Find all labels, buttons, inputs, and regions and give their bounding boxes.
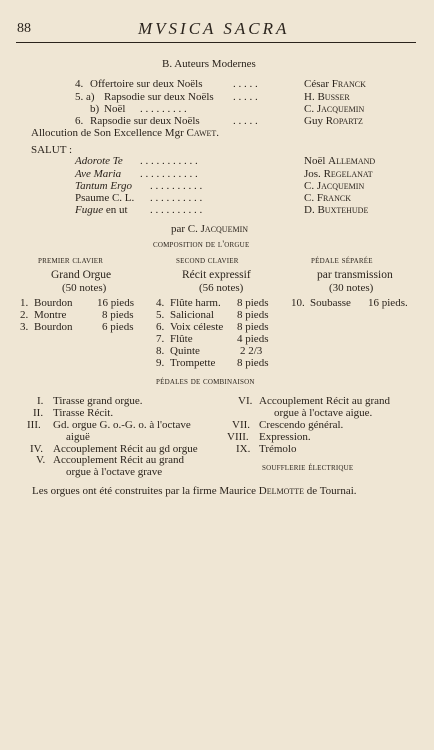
item-text: Tirasse grand orgue.: [53, 395, 143, 407]
roman-numeral: IX.: [236, 443, 251, 455]
item-text: Tirasse Récit.: [53, 407, 114, 419]
leader-dots: . . . . . . . . . . .: [140, 155, 198, 167]
roman-numeral: V.: [36, 454, 46, 466]
attribution-line: par C. Jacquemin: [171, 223, 249, 235]
stop-number: 2.: [20, 309, 29, 321]
item-text: Crescendo général.: [259, 419, 344, 431]
item-text: orgue à l'octave grave: [66, 466, 163, 478]
column-name: Grand Orgue: [51, 269, 112, 281]
leader-dots: . . . . .: [233, 78, 258, 90]
stop-name: Montre: [34, 309, 67, 321]
piece-title: Psaume C. L.: [75, 192, 135, 204]
composer: Jos. Regelanat: [304, 168, 373, 180]
roman-numeral: VIII.: [227, 431, 249, 443]
stop-name: Voix céleste: [170, 321, 224, 333]
stop-number: 9.: [156, 357, 165, 369]
roman-numeral: IV.: [30, 443, 43, 455]
column-name: Récit expressif: [182, 269, 251, 281]
piece-title: Tantum Ergo: [75, 180, 132, 192]
leader-dots: . . . . . . . . . .: [150, 192, 203, 204]
item-number: 5. a): [75, 91, 95, 103]
roman-numeral: VII.: [232, 419, 251, 431]
piece-title: Noël: [104, 103, 126, 115]
roman-numeral: I.: [37, 395, 44, 407]
section-heading: B. Auteurs Modernes: [162, 58, 256, 70]
stop-size: 8 pieds: [237, 297, 269, 309]
item-number: 6.: [75, 115, 84, 127]
composer: C. Franck: [304, 192, 351, 204]
stop-size: 8 pieds: [237, 321, 269, 333]
stop-number: 7.: [156, 333, 165, 345]
composer: Noël Allemand: [304, 155, 376, 167]
item-number: b): [90, 103, 100, 115]
column-name: par transmission: [317, 269, 393, 281]
roman-numeral: II.: [33, 407, 44, 419]
stop-number: 8.: [156, 345, 165, 357]
item-text: Accouplement Récit au grand: [53, 454, 185, 466]
stop-name: Quinte: [170, 345, 200, 357]
item-number: 4.: [75, 78, 84, 90]
item-text: orgue à l'octave aigue.: [274, 407, 373, 419]
piece-title: Fugue en ut: [75, 204, 128, 216]
stop-name: Flûte harm.: [170, 297, 221, 309]
leader-dots: . . . . .: [233, 115, 258, 127]
column-notes: (50 notes): [62, 282, 107, 294]
leader-dots: . . . . . . . . . .: [150, 204, 203, 216]
allocution-line: Allocution de Son Excellence Mgr Cawet.: [31, 127, 220, 139]
stop-name: Bourdon: [34, 297, 73, 309]
page-number: 88: [17, 21, 31, 36]
leader-dots: . . . . . . . . . . .: [140, 168, 198, 180]
stop-number: 6.: [156, 321, 165, 333]
composer: César Franck: [304, 78, 366, 90]
stop-number: 5.: [156, 309, 165, 321]
stop-name: Soubasse: [310, 297, 351, 309]
stop-size: 8 pieds: [102, 309, 134, 321]
column-notes: (30 notes): [329, 282, 374, 294]
page-title: MVSICA SACRA: [138, 19, 290, 38]
stop-name: Trompette: [170, 357, 216, 369]
salut-heading: SALUT :: [31, 144, 73, 156]
stop-number: 3.: [20, 321, 29, 333]
column-heading: premier clavier: [38, 256, 104, 266]
stop-size: 6 pieds: [102, 321, 134, 333]
leader-dots: . . . . . . . . .: [140, 103, 187, 115]
roman-numeral: III.: [27, 419, 41, 431]
column-heading: pédale séparée: [311, 256, 373, 266]
stop-name: Bourdon: [34, 321, 73, 333]
composer: C. Jacquemin: [304, 103, 365, 115]
piece-title: Adorote Te: [75, 155, 123, 167]
piece-title: Rapsodie sur deux Noëls: [104, 91, 214, 103]
stop-size: 2 2/3: [240, 345, 263, 357]
composer: H. Busser: [304, 91, 350, 103]
stop-size: 16 pieds.: [368, 297, 408, 309]
stop-number: 1.: [20, 297, 29, 309]
stop-number: 4.: [156, 297, 165, 309]
leader-dots: . . . . . . . . . .: [150, 180, 203, 192]
piece-title: Offertoire sur deux Noëls: [90, 78, 203, 90]
stop-size: 8 pieds: [237, 309, 269, 321]
roman-numeral: VI.: [238, 395, 253, 407]
soufflerie-label: soufflerie électrique: [262, 463, 354, 473]
stop-size: 4 pieds: [237, 333, 269, 345]
footer-note: Les orgues ont été construites par la firme Maurice Delmotte de Tournai.: [32, 485, 357, 497]
item-text: Expression.: [259, 431, 311, 443]
pedales-title: pédales de combinaison: [156, 377, 255, 387]
column-heading: second clavier: [176, 256, 239, 266]
leader-dots: . . . . .: [233, 91, 258, 103]
item-text: Accouplement Récit au gd orgue: [53, 443, 198, 455]
stop-name: Salicional: [170, 309, 214, 321]
piece-title: Ave Maria: [75, 168, 122, 180]
stop-size: 16 pieds: [97, 297, 134, 309]
header-rule: [16, 42, 416, 43]
composer: D. Buxtehude: [304, 204, 369, 216]
composer: Guy Ropartz: [304, 115, 363, 127]
stop-name: Flûte: [170, 333, 193, 345]
composer: C. Jacquemin: [304, 180, 365, 192]
piece-title: Rapsodie sur deux Noëls: [90, 115, 200, 127]
item-text: Accouplement Récit au grand: [259, 395, 391, 407]
column-notes: (56 notes): [199, 282, 244, 294]
organ-section-title: composition de l'orgue: [153, 240, 250, 250]
item-text: aiguë: [66, 431, 90, 443]
stop-size: 8 pieds: [237, 357, 269, 369]
item-text: Gd. orgue G. o.-G. o. à l'octave: [53, 419, 191, 431]
item-text: Trémolo: [259, 443, 297, 455]
stop-number: 10.: [291, 297, 305, 309]
